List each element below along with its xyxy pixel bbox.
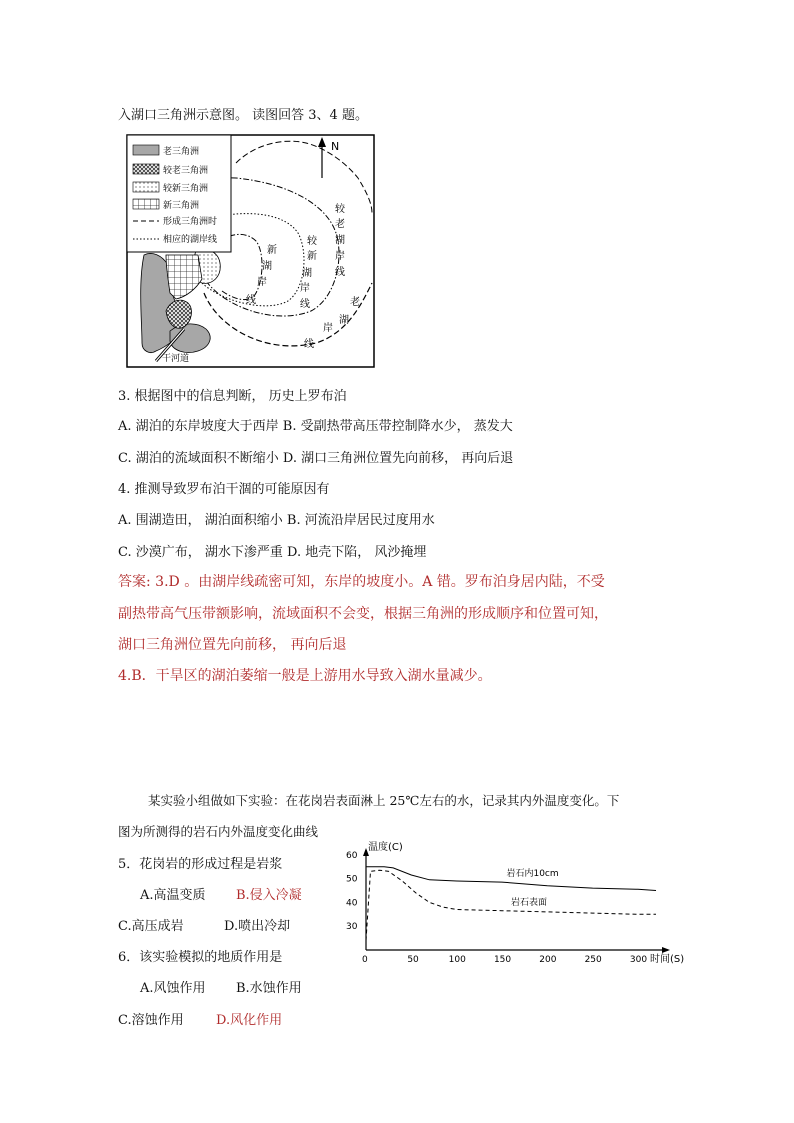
answer-line-4: 4.B．干旱区的湖泊萎缩一般是上游用水导致入湖水量减少。	[118, 668, 492, 684]
chart-xlabel: 时间(S)	[650, 954, 685, 965]
q6-option-b: B.水蚀作用	[236, 981, 302, 996]
y-tick-label: 50	[346, 874, 358, 885]
chart-ylabel: 温度(C)	[368, 842, 403, 853]
older-shore-label-2: 老	[335, 219, 345, 230]
q5-option-b: B.侵入冷凝	[236, 888, 302, 903]
x-tick-label: 50	[407, 955, 419, 965]
newer-shore-label-2: 新	[307, 251, 317, 262]
temperature-chart	[340, 838, 700, 978]
q5-option-c: C.高压成岩	[118, 919, 184, 934]
q3-options-2: C. 湖泊的流域面积不断缩小 D. 湖口三角洲位置先向前移， 再向后退	[118, 451, 514, 466]
q3-options-1: A. 湖泊的东岸坡度大于西岸 B. 受副热带高压带控制降水少， 蒸发大	[118, 419, 513, 434]
q5-stem: 5．花岗岩的形成过程是岩浆	[118, 857, 283, 872]
newer-shore-label-4: 岸	[300, 283, 310, 294]
newer-shore-label-3: 湖	[302, 268, 312, 279]
answer-line-1: 答案: 3.D 。由湖岸线疏密可知，东岸的坡度小。A 错。罗布泊身居内陆，不受	[118, 574, 605, 590]
q6-option-c: C.溶蚀作用	[118, 1013, 184, 1028]
experiment-line-2: 图为所测得的岩石内外温度变化曲线	[118, 824, 319, 839]
old-shore-label-4: 线	[304, 339, 314, 350]
y-tick-label: 40	[346, 898, 358, 909]
legend-new-delta: 新三角洲	[163, 201, 200, 211]
experiment-line-1: 某实验小组做如下实验：在花岗岩表面淋上 25℃左右的水，记录其内外温度变化。下	[148, 793, 620, 808]
answer-line-3: 湖口三角洲位置先向前移， 再向后退	[118, 637, 347, 653]
q6-option-d: D.风化作用	[216, 1013, 283, 1028]
north-label: N	[331, 140, 340, 153]
q6-stem: 6．该实验模拟的地质作用是	[118, 950, 283, 965]
x-tick-label: 300	[629, 955, 648, 965]
old-shore-label-2: 湖	[339, 315, 349, 326]
newer-shore-label-5: 线	[300, 299, 310, 310]
older-shore-label-3: 湖	[335, 235, 345, 246]
old-shore-label-3: 岸	[323, 323, 333, 334]
q5-option-d: D.喷出冷却	[224, 919, 291, 934]
new-shore-label-3: 岸	[257, 277, 267, 288]
q3-stem: 3. 根据图中的信息判断， 历史上罗布泊	[118, 389, 347, 404]
x-tick-label: 0	[362, 955, 368, 965]
new-shore-label-1: 新	[267, 245, 277, 256]
x-tick-label: 100	[448, 955, 466, 965]
x-tick-label: 200	[539, 955, 557, 965]
older-shore-label-1: 较	[335, 204, 345, 215]
x-tick-label: 250	[584, 955, 602, 965]
intro-line: 入湖口三角洲示意图。 读图回答 3、4 题。	[118, 108, 368, 123]
q4-options-2: C. 沙漠广布， 湖水下渗严重 D. 地壳下陷， 风沙掩埋	[118, 545, 427, 560]
q6-option-a: A.风蚀作用	[140, 981, 206, 996]
q5-option-a: A.高温变质	[140, 888, 206, 903]
older-shore-label-5: 线	[335, 267, 345, 278]
q4-stem: 4. 推测导致罗布泊干涸的可能原因有	[118, 482, 330, 497]
legend-old-delta: 老三角洲	[163, 147, 200, 157]
lake-delta-map	[126, 133, 376, 369]
y-tick-label: 60	[346, 850, 358, 861]
answer-line-2: 副热带高气压带额影响，流域面积不会变，根据三角洲的形成顺序和位置可知，	[118, 606, 608, 622]
legend-newer-delta: 较新三角洲	[163, 184, 209, 194]
legend-dash-line: 形成三角洲时	[163, 217, 218, 227]
q4-options-1: A. 围湖造田， 湖泊面积缩小 B. 河流沿岸居民过度用水	[118, 513, 435, 528]
new-shore-label-2: 湖	[262, 261, 272, 272]
series-label-2: 岩石表面	[511, 897, 548, 908]
dry-river-label: 干河道	[162, 354, 190, 364]
map-legend	[127, 135, 231, 252]
legend-older-delta: 较老三角洲	[163, 166, 209, 176]
new-shore-label-4: 线	[246, 295, 256, 306]
y-tick-label: 30	[346, 922, 358, 933]
series-label-1: 岩石内10cm	[506, 869, 559, 880]
old-shore-label-1: 老	[350, 297, 360, 308]
x-tick-label: 150	[493, 955, 512, 965]
legend-dot-line: 相应的湖岸线	[163, 235, 218, 245]
newer-shore-label-1: 较	[307, 236, 317, 247]
x-axis-arrow-icon	[662, 947, 670, 953]
older-shore-label-4: 岸	[335, 251, 345, 262]
